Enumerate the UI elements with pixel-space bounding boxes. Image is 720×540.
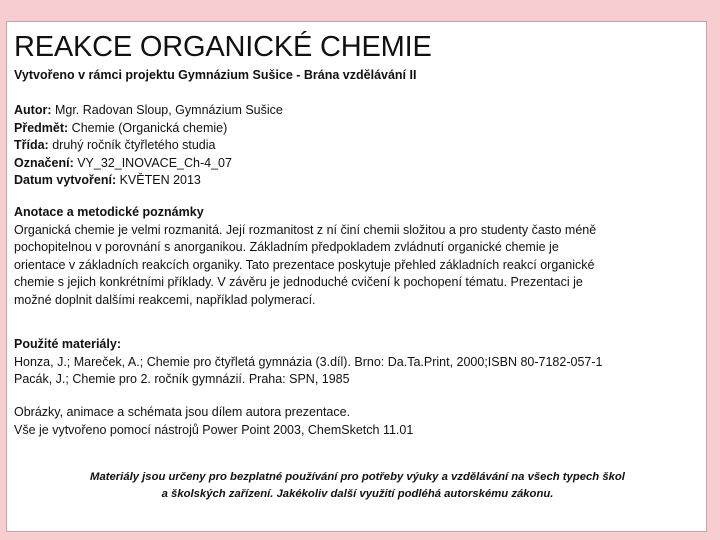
- annotation-line: pochopitelnou v porovnání s anorganikou. Základním předpokladem zvládnutí organické chemie je: [14, 240, 559, 254]
- meta-label: Třída:: [14, 138, 49, 152]
- meta-value: druhý ročník čtyřletého studia: [48, 138, 216, 152]
- meta-value: Mgr. Radovan Sloup, Gymnázium Sušice: [51, 103, 283, 117]
- meta-author: [14, 102, 283, 120]
- credits-section: [14, 404, 413, 439]
- meta-label: Předmět:: [14, 120, 69, 135]
- slide-page: [6, 21, 707, 532]
- project-subtitle: Vytvořeno v rámci projektu Gymnázium Sušice - Brána vzdělávání II: [14, 68, 417, 82]
- materials-heading: Použité materiály:: [14, 337, 121, 351]
- meta-subject: [14, 120, 283, 138]
- page-title: REAKCE ORGANICKÉ CHEMIE: [14, 31, 432, 63]
- meta-date: [14, 172, 283, 190]
- license-line: a školských zařízení. Jakékoliv další využití podléhá autorskému zákonu.: [161, 488, 554, 500]
- annotation-line: Organická chemie je velmi rozmanitá. Její rozmanitost z ní činí chemii složitou a pro studenty často méně: [14, 222, 597, 237]
- meta-value: VY_32_INOVACE_Ch-4_07: [73, 155, 232, 170]
- license-note: [7, 469, 708, 503]
- materials-section: [14, 336, 602, 389]
- meta-label: Autor:: [14, 103, 52, 117]
- metadata-block: [14, 102, 283, 190]
- meta-code: [14, 155, 283, 173]
- annotation-line: možné doplnit dalšími reakcemi, například polymerací.: [14, 292, 316, 307]
- annotation-heading: Anotace a metodické poznámky: [14, 205, 204, 219]
- meta-label: Datum vytvoření:: [14, 173, 117, 187]
- materials-line: Honza, J.; Mareček, A.; Chemie pro čtyřletá gymnázia (3.díl). Brno: Da.Ta.Print, 2000;ISBN 80-7182-057-1: [14, 354, 603, 369]
- annotation-line: orientace v základních reakcích organiky. Tato prezentace poskytuje přehled základních reakcí organické: [14, 257, 595, 272]
- meta-value: KVĚTEN 2013: [116, 173, 201, 187]
- meta-value: Chemie (Organická chemie): [68, 120, 228, 135]
- meta-label: Označení:: [14, 155, 74, 170]
- license-line: Materiály jsou určeny pro bezplatné používání pro potřeby výuky a vzdělávání na všech typech škol: [90, 471, 625, 483]
- credits-line: Vše je vytvořeno pomocí nástrojů Power Point 2003, ChemSketch 11.01: [14, 422, 414, 437]
- annotation-line: chemie s jejich konkrétními příklady. V závěru je jednoduché cvičení k pochopení tématu. Prezentaci je: [14, 275, 583, 289]
- annotation-section: [14, 204, 674, 309]
- credits-line: Obrázky, animace a schémata jsou dílem autora prezentace.: [14, 405, 351, 419]
- meta-class: [14, 137, 283, 155]
- materials-line: Pacák, J.; Chemie pro 2. ročník gymnázií. Praha: SPN, 1985: [14, 372, 350, 386]
